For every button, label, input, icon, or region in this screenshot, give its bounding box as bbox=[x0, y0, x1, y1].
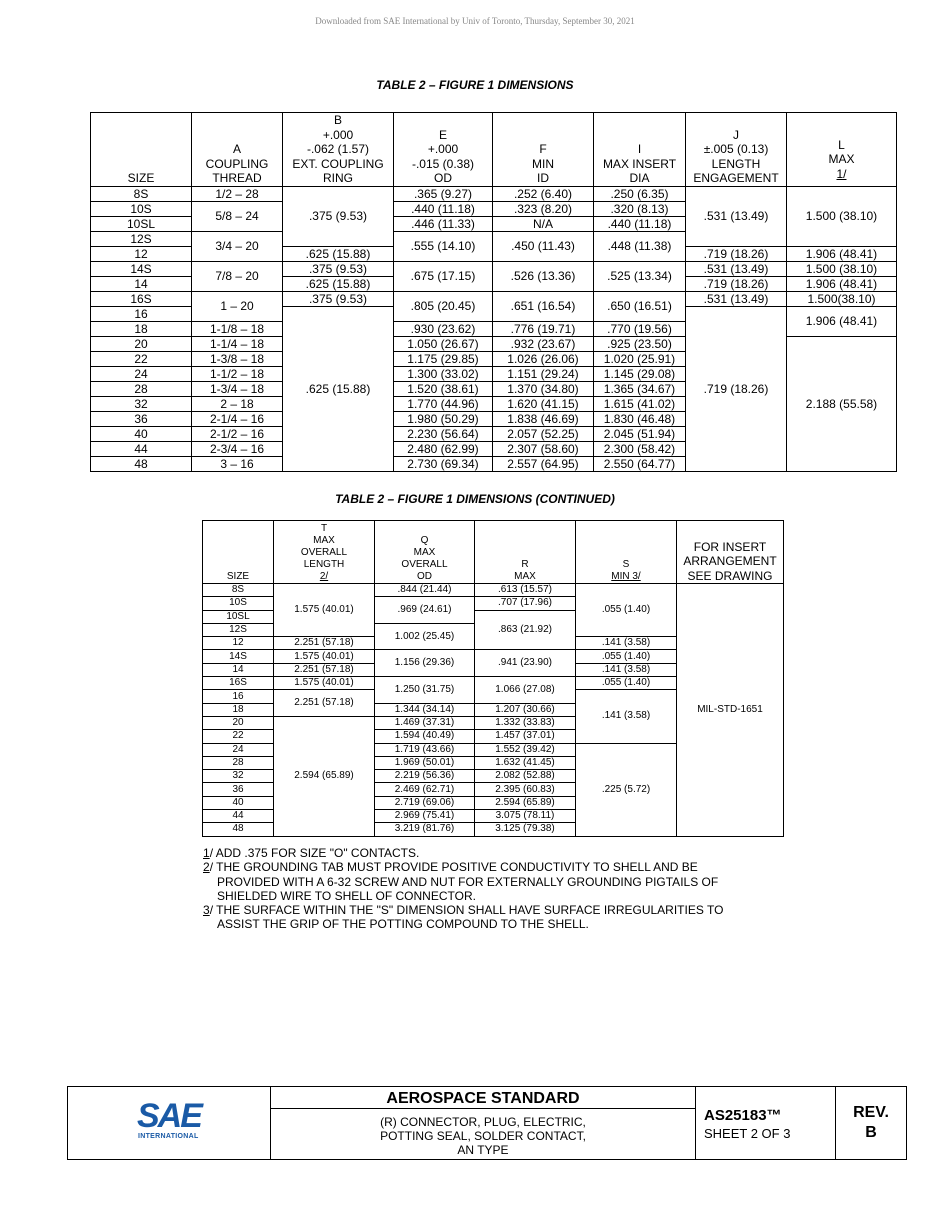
cell-b: .375 (9.53) bbox=[283, 186, 394, 246]
cell-size: 20 bbox=[203, 716, 274, 729]
cell-t: 2.594 (65.89) bbox=[274, 716, 375, 836]
cell-size: 10S bbox=[203, 597, 274, 610]
cell-size: 14 bbox=[91, 276, 192, 291]
table2-title: TABLE 2 – FIGURE 1 DIMENSIONS (CONTINUED) bbox=[335, 492, 615, 506]
cell-f: .526 (13.36) bbox=[493, 261, 594, 291]
cell-b: .625 (15.88) bbox=[283, 276, 394, 291]
cell-r: 3.075 (78.11) bbox=[475, 810, 576, 823]
cell-f: 1.620 (41.15) bbox=[493, 396, 594, 411]
cell-i: .925 (23.50) bbox=[594, 336, 686, 351]
cell-size: 28 bbox=[203, 756, 274, 769]
cell-r: 1.207 (30.66) bbox=[475, 703, 576, 716]
cell-r: 1.332 (33.83) bbox=[475, 716, 576, 729]
cell-b: .375 (9.53) bbox=[283, 261, 394, 276]
cell-q: 1.156 (29.36) bbox=[375, 650, 475, 677]
cell-size: 44 bbox=[91, 441, 192, 456]
cell-r: 2.594 (65.89) bbox=[475, 796, 576, 809]
cell-size: 10SL bbox=[203, 610, 274, 623]
cell-a: 5/8 – 24 bbox=[192, 201, 283, 231]
cell-t: 1.575 (40.01) bbox=[274, 677, 375, 690]
cell-i: .320 (8.13) bbox=[594, 201, 686, 216]
cell-q: 1.594 (40.49) bbox=[375, 730, 475, 743]
document-subtitle: (R) CONNECTOR, PLUG, ELECTRIC, POTTING SEAL, SOLDER CONTACT, AN TYPE bbox=[380, 1115, 586, 1157]
cell-size: 48 bbox=[91, 456, 192, 471]
cell-s: .141 (3.58) bbox=[576, 663, 677, 676]
cell-s: .055 (1.40) bbox=[576, 584, 677, 637]
cell-q: 1.969 (50.01) bbox=[375, 756, 475, 769]
note-2: 2/ THE GROUNDING TAB MUST PROVIDE POSITIVE CONDUCTIVITY TO SHELL AND BE bbox=[203, 860, 698, 875]
cell-l: 1.906 (48.41) bbox=[787, 246, 897, 261]
table1-header-row bbox=[91, 113, 897, 187]
cell-i: .525 (13.34) bbox=[594, 261, 686, 291]
cell-r: .707 (17.96) bbox=[475, 597, 576, 610]
cell-size: 14 bbox=[203, 663, 274, 676]
cell-q: 1.002 (25.45) bbox=[375, 623, 475, 650]
cell-e: 2.230 (56.64) bbox=[394, 426, 493, 441]
note-3: 3/ THE SURFACE WITHIN THE "S" DIMENSION SHALL HAVE SURFACE IRREGULARITIES TO bbox=[203, 903, 724, 918]
cell-f: 1.370 (34.80) bbox=[493, 381, 594, 396]
cell-l: 1.500 (38.10) bbox=[787, 186, 897, 246]
cell-a: 2 – 18 bbox=[192, 396, 283, 411]
cell-i: .250 (6.35) bbox=[594, 186, 686, 201]
header-s: S MIN 3/ bbox=[576, 521, 677, 584]
dimensions-table bbox=[90, 112, 897, 472]
cell-r: 1.552 (39.42) bbox=[475, 743, 576, 756]
cell-a: 1-1/2 – 18 bbox=[192, 366, 283, 381]
cell-e: 1.050 (26.67) bbox=[394, 336, 493, 351]
cell-r: 1.457 (37.01) bbox=[475, 730, 576, 743]
cell-f: .450 (11.43) bbox=[493, 231, 594, 261]
sae-logo-subtext: INTERNATIONAL bbox=[138, 1133, 199, 1140]
cell-a: 1 – 20 bbox=[192, 291, 283, 321]
cell-f: .932 (23.67) bbox=[493, 336, 594, 351]
cell-b: .625 (15.88) bbox=[283, 306, 394, 471]
header-t: T MAX OVERALL LENGTH 2/ bbox=[274, 521, 375, 584]
cell-size: 24 bbox=[91, 366, 192, 381]
cell-j: .719 (18.26) bbox=[686, 306, 787, 471]
cell-b: .625 (15.88) bbox=[283, 246, 394, 261]
cell-e: .675 (17.15) bbox=[394, 261, 493, 291]
cell-i: 2.300 (58.42) bbox=[594, 441, 686, 456]
cell-f: 2.557 (64.95) bbox=[493, 456, 594, 471]
cell-a: 2-1/2 – 16 bbox=[192, 426, 283, 441]
table-row bbox=[91, 261, 897, 276]
cell-q: 1.250 (31.75) bbox=[375, 677, 475, 704]
cell-e: 1.770 (44.96) bbox=[394, 396, 493, 411]
cell-size: 16S bbox=[91, 291, 192, 306]
cell-a: 3/4 – 20 bbox=[192, 231, 283, 261]
header-r: R MAX bbox=[475, 521, 576, 584]
cell-r: .613 (15.57) bbox=[475, 584, 576, 597]
cell-i: .448 (11.38) bbox=[594, 231, 686, 261]
cell-size: 40 bbox=[203, 796, 274, 809]
cell-r: .941 (23.90) bbox=[475, 650, 576, 677]
cell-q: .969 (24.61) bbox=[375, 597, 475, 624]
revision-cell bbox=[836, 1087, 906, 1159]
cell-j: .719 (18.26) bbox=[686, 246, 787, 261]
cell-size: 24 bbox=[203, 743, 274, 756]
cell-i: .770 (19.56) bbox=[594, 321, 686, 336]
cell-size: 16 bbox=[91, 306, 192, 321]
header-insert: FOR INSERT ARRANGEMENT SEE DRAWING bbox=[677, 521, 784, 584]
cell-e: 1.980 (50.29) bbox=[394, 411, 493, 426]
cell-a: 2-3/4 – 16 bbox=[192, 441, 283, 456]
header-size: SIZE bbox=[91, 113, 192, 187]
header-q: Q MAX OVERALL OD bbox=[375, 521, 475, 584]
cell-f: 1.838 (46.69) bbox=[493, 411, 594, 426]
cell-r: .863 (21.92) bbox=[475, 610, 576, 650]
download-note: Downloaded from SAE International by Univ of Toronto, Thursday, September 30, 2021 bbox=[315, 16, 635, 26]
cell-size: 10S bbox=[91, 201, 192, 216]
cell-l: 1.906 (48.41) bbox=[787, 276, 897, 291]
header-b: B +.000 -.062 (1.57) EXT. COUPLING RING bbox=[283, 113, 394, 187]
header-e: E +.000 -.015 (0.38) OD bbox=[394, 113, 493, 187]
cell-r: 3.125 (79.38) bbox=[475, 823, 576, 836]
cell-r: 2.395 (60.83) bbox=[475, 783, 576, 796]
header-l: L MAX 1/ bbox=[787, 113, 897, 187]
sae-logo-mark: SAE bbox=[137, 1097, 201, 1135]
cell-a: 1-1/4 – 18 bbox=[192, 336, 283, 351]
cell-i: 1.615 (41.02) bbox=[594, 396, 686, 411]
cell-size: 32 bbox=[203, 770, 274, 783]
cell-j: .531 (13.49) bbox=[686, 291, 787, 306]
cell-e: 1.300 (33.02) bbox=[394, 366, 493, 381]
cell-q: 2.469 (62.71) bbox=[375, 783, 475, 796]
cell-size: 40 bbox=[91, 426, 192, 441]
cell-j: .531 (13.49) bbox=[686, 261, 787, 276]
cell-q: 3.219 (81.76) bbox=[375, 823, 475, 836]
cell-q: 1.469 (37.31) bbox=[375, 716, 475, 729]
cell-q: 1.344 (34.14) bbox=[375, 703, 475, 716]
cell-q: 1.719 (43.66) bbox=[375, 743, 475, 756]
cell-t: 1.575 (40.01) bbox=[274, 584, 375, 637]
cell-e: .555 (14.10) bbox=[394, 231, 493, 261]
sae-logo bbox=[68, 1087, 271, 1159]
cell-r: 2.082 (52.88) bbox=[475, 770, 576, 783]
header-j: J ±.005 (0.13) LENGTH ENGAGEMENT bbox=[686, 113, 787, 187]
cell-f: 2.057 (52.25) bbox=[493, 426, 594, 441]
cell-size: 12S bbox=[203, 623, 274, 636]
cell-size: 10SL bbox=[91, 216, 192, 231]
cell-size: 16S bbox=[203, 677, 274, 690]
cell-l: 1.906 (48.41) bbox=[787, 306, 897, 336]
cell-f: .651 (16.54) bbox=[493, 291, 594, 321]
cell-size: 28 bbox=[91, 381, 192, 396]
cell-size: 44 bbox=[203, 810, 274, 823]
cell-e: .440 (11.18) bbox=[394, 201, 493, 216]
cell-a: 1-1/8 – 18 bbox=[192, 321, 283, 336]
table1-title: TABLE 2 – FIGURE 1 DIMENSIONS bbox=[376, 78, 574, 92]
cell-a: 7/8 – 20 bbox=[192, 261, 283, 291]
cell-size: 36 bbox=[91, 411, 192, 426]
cell-f: .776 (19.71) bbox=[493, 321, 594, 336]
cell-e: .446 (11.33) bbox=[394, 216, 493, 231]
cell-size: 18 bbox=[203, 703, 274, 716]
header-i: I MAX INSERT DIA bbox=[594, 113, 686, 187]
footnotes bbox=[203, 846, 723, 932]
revision-label: REV. bbox=[853, 1104, 889, 1121]
cell-s: .055 (1.40) bbox=[576, 650, 677, 663]
cell-e: .930 (23.62) bbox=[394, 321, 493, 336]
cell-q: .844 (21.44) bbox=[375, 584, 475, 597]
table-row bbox=[203, 584, 784, 597]
cell-a: 1-3/4 – 18 bbox=[192, 381, 283, 396]
note-1: 1/ ADD .375 FOR SIZE "O" CONTACTS. bbox=[203, 846, 420, 860]
cell-i: 2.045 (51.94) bbox=[594, 426, 686, 441]
cell-i: .440 (11.18) bbox=[594, 216, 686, 231]
revision-value: B bbox=[865, 1124, 877, 1141]
cell-j: .531 (13.49) bbox=[686, 186, 787, 246]
cell-q: 2.969 (75.41) bbox=[375, 810, 475, 823]
cell-size: 8S bbox=[91, 186, 192, 201]
cell-size: 36 bbox=[203, 783, 274, 796]
cell-size: 12S bbox=[91, 231, 192, 246]
cell-s: .141 (3.58) bbox=[576, 637, 677, 650]
note-2-cont: PROVIDED WITH A 6-32 SCREW AND NUT FOR EXTERNALLY GROUNDING PIGTAILS OF bbox=[217, 874, 719, 889]
cell-s: .055 (1.40) bbox=[576, 677, 677, 690]
cell-size: 32 bbox=[91, 396, 192, 411]
standard-title: AEROSPACE STANDARD bbox=[271, 1087, 695, 1109]
sheet-number: SHEET 2 OF 3 bbox=[704, 1126, 791, 1141]
title-center bbox=[271, 1087, 696, 1159]
cell-size: 16 bbox=[203, 690, 274, 703]
cell-insert: MIL-STD-1651 bbox=[677, 584, 784, 837]
cell-r: 1.632 (41.45) bbox=[475, 756, 576, 769]
cell-i: .650 (16.51) bbox=[594, 291, 686, 321]
cell-l: 2.188 (55.58) bbox=[787, 336, 897, 471]
cell-size: 18 bbox=[91, 321, 192, 336]
header-a: A COUPLING THREAD bbox=[192, 113, 283, 187]
cell-q: 2.719 (69.06) bbox=[375, 796, 475, 809]
cell-size: 12 bbox=[91, 246, 192, 261]
cell-i: 2.550 (64.77) bbox=[594, 456, 686, 471]
cell-t: 2.251 (57.18) bbox=[274, 637, 375, 650]
cell-i: 1.020 (25.91) bbox=[594, 351, 686, 366]
cell-a: 2-1/4 – 16 bbox=[192, 411, 283, 426]
cell-e: 2.480 (62.99) bbox=[394, 441, 493, 456]
cell-s: .225 (5.72) bbox=[576, 743, 677, 836]
cell-e: 2.730 (69.34) bbox=[394, 456, 493, 471]
cell-size: 22 bbox=[203, 730, 274, 743]
cell-f: 1.026 (26.06) bbox=[493, 351, 594, 366]
cell-l: 1.500(38.10) bbox=[787, 291, 897, 306]
cell-size: 14S bbox=[203, 650, 274, 663]
cell-e: 1.520 (38.61) bbox=[394, 381, 493, 396]
cell-q: 2.219 (56.36) bbox=[375, 770, 475, 783]
header-f: F MIN ID bbox=[493, 113, 594, 187]
cell-t: 1.575 (40.01) bbox=[274, 650, 375, 663]
cell-i: 1.365 (34.67) bbox=[594, 381, 686, 396]
cell-f: 1.151 (29.24) bbox=[493, 366, 594, 381]
cell-size: 22 bbox=[91, 351, 192, 366]
cell-e: .365 (9.27) bbox=[394, 186, 493, 201]
dimensions-table-continued bbox=[202, 520, 784, 837]
cell-f: N/A bbox=[493, 216, 594, 231]
cell-a: 3 – 16 bbox=[192, 456, 283, 471]
cell-size: 8S bbox=[203, 584, 274, 597]
note-2-cont: SHIELDED WIRE TO SHELL OF CONNECTOR. bbox=[217, 888, 476, 903]
cell-size: 12 bbox=[203, 637, 274, 650]
document-number-cell bbox=[696, 1087, 836, 1159]
cell-t: 2.251 (57.18) bbox=[274, 663, 375, 676]
header-size: SIZE bbox=[203, 521, 274, 584]
cell-i: 1.830 (46.48) bbox=[594, 411, 686, 426]
cell-j: .719 (18.26) bbox=[686, 276, 787, 291]
table-row bbox=[91, 291, 897, 306]
cell-l: 1.500 (38.10) bbox=[787, 261, 897, 276]
cell-size: 20 bbox=[91, 336, 192, 351]
table-row bbox=[91, 186, 897, 201]
cell-a: 1-3/8 – 18 bbox=[192, 351, 283, 366]
cell-f: .252 (6.40) bbox=[493, 186, 594, 201]
table2-header-row bbox=[203, 521, 784, 584]
title-block bbox=[67, 1086, 907, 1160]
document-number: AS25183™ bbox=[704, 1107, 782, 1124]
cell-size: 14S bbox=[91, 261, 192, 276]
cell-a: 1/2 – 28 bbox=[192, 186, 283, 201]
cell-i: 1.145 (29.08) bbox=[594, 366, 686, 381]
cell-r: 1.066 (27.08) bbox=[475, 677, 576, 704]
cell-e: 1.175 (29.85) bbox=[394, 351, 493, 366]
cell-b: .375 (9.53) bbox=[283, 291, 394, 306]
cell-s: .141 (3.58) bbox=[576, 690, 677, 743]
cell-f: .323 (8.20) bbox=[493, 201, 594, 216]
cell-f: 2.307 (58.60) bbox=[493, 441, 594, 456]
cell-t: 2.251 (57.18) bbox=[274, 690, 375, 717]
cell-e: .805 (20.45) bbox=[394, 291, 493, 321]
cell-size: 48 bbox=[203, 823, 274, 836]
note-3-cont: ASSIST THE GRIP OF THE POTTING COMPOUND TO THE SHELL. bbox=[217, 917, 589, 932]
